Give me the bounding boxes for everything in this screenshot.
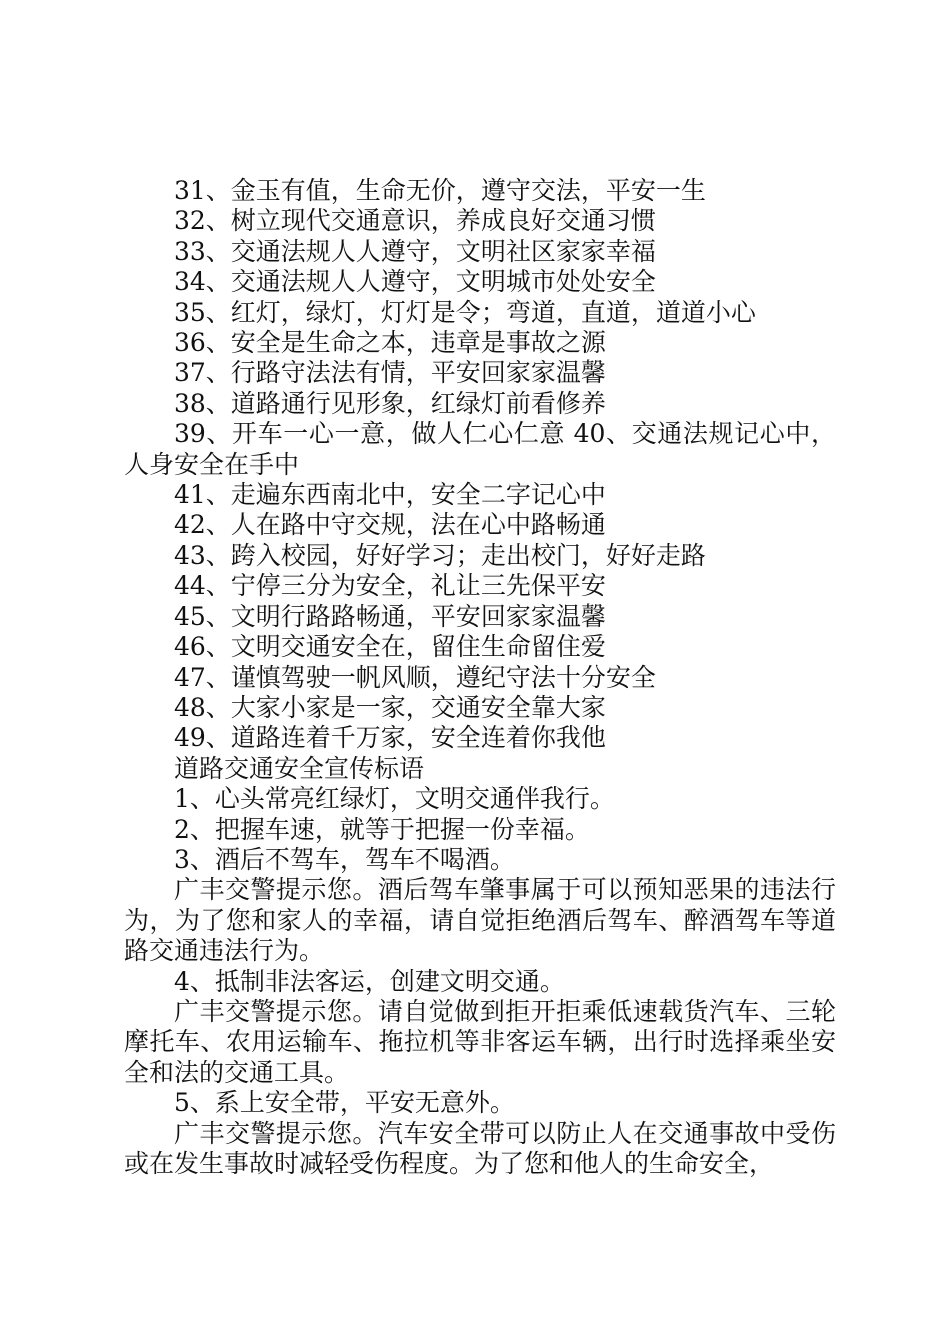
slogan-45: 45、文明行路路畅通，平安回家家温馨 (174, 601, 606, 631)
slogan-46: 46、文明交通安全在，留住生命留住爱 (174, 632, 606, 662)
notice-paragraph-2: 广丰交警提示您。请自觉做到拒开拒乘低速载货汽车、三轮摩托车、农用运输车、拖拉机等非客运车辆，出行时选择乘坐安全和法的交通工具。 (124, 996, 836, 1087)
slogan-2: 2、把握车速，就等于把握一份幸福。 (174, 814, 590, 844)
slogan-37: 37、行路守法法有情，平安回家家温馨 (174, 358, 606, 388)
slogan-34: 34、交通法规人人遵守，文明城市处处安全 (174, 267, 656, 297)
slogan-4: 4、抵制非法客运，创建文明交通。 (174, 966, 565, 996)
slogan-38: 38、道路通行见形象，红绿灯前看修养 (174, 388, 606, 418)
document-body (124, 176, 836, 1179)
section-heading: 道路交通安全宣传标语 (174, 753, 425, 783)
notice-paragraph-1: 广丰交警提示您。酒后驾车肇事属于可以预知恶果的违法行为，为了您和家人的幸福，请自觉拒绝酒后驾车、醉酒驾车等道路交通违法行为。 (124, 875, 836, 966)
notice-paragraph-3: 广丰交警提示您。汽车安全带可以防止人在交通事故中受伤或在发生事故时减轻受伤程度。为了您和他人的生命安全， (124, 1118, 836, 1178)
slogan-31: 31、金玉有值，生命无价，遵守交法，平安一生 (174, 176, 706, 205)
slogan-43: 43、跨入校园，好好学习；走出校门，好好走路 (174, 540, 706, 570)
slogan-44: 44、宁停三分为安全，礼让三先保平安 (174, 571, 606, 601)
slogan-35: 35、红灯，绿灯，灯灯是令；弯道，直道，道道小心 (174, 297, 756, 327)
slogan-42: 42、人在路中守交规，法在心中路畅通 (174, 510, 606, 540)
slogan-1: 1、心头常亮红绿灯，文明交通伴我行。 (174, 784, 615, 814)
slogan-5: 5、系上安全带，平安无意外。 (174, 1088, 515, 1118)
slogan-32: 32、树立现代交通意识，养成良好交通习惯 (174, 206, 656, 236)
slogan-39-40: 39、开车一心一意，做人仁心仁意 40、交通法规记心中，人身安全在手中 (124, 419, 836, 479)
slogan-36: 36、安全是生命之本，违章是事故之源 (174, 328, 606, 358)
slogan-3: 3、酒后不驾车，驾车不喝酒。 (174, 844, 515, 874)
slogan-49: 49、道路连着千万家，安全连着你我他 (174, 723, 606, 753)
slogan-41: 41、走遍东西南北中，安全二字记心中 (174, 480, 606, 510)
slogan-47: 47、谨慎驾驶一帆风顺，遵纪守法十分安全 (174, 662, 656, 692)
slogan-33: 33、交通法规人人遵守，文明社区家家幸福 (174, 236, 656, 266)
slogan-48: 48、大家小家是一家，交通安全靠大家 (174, 692, 606, 722)
